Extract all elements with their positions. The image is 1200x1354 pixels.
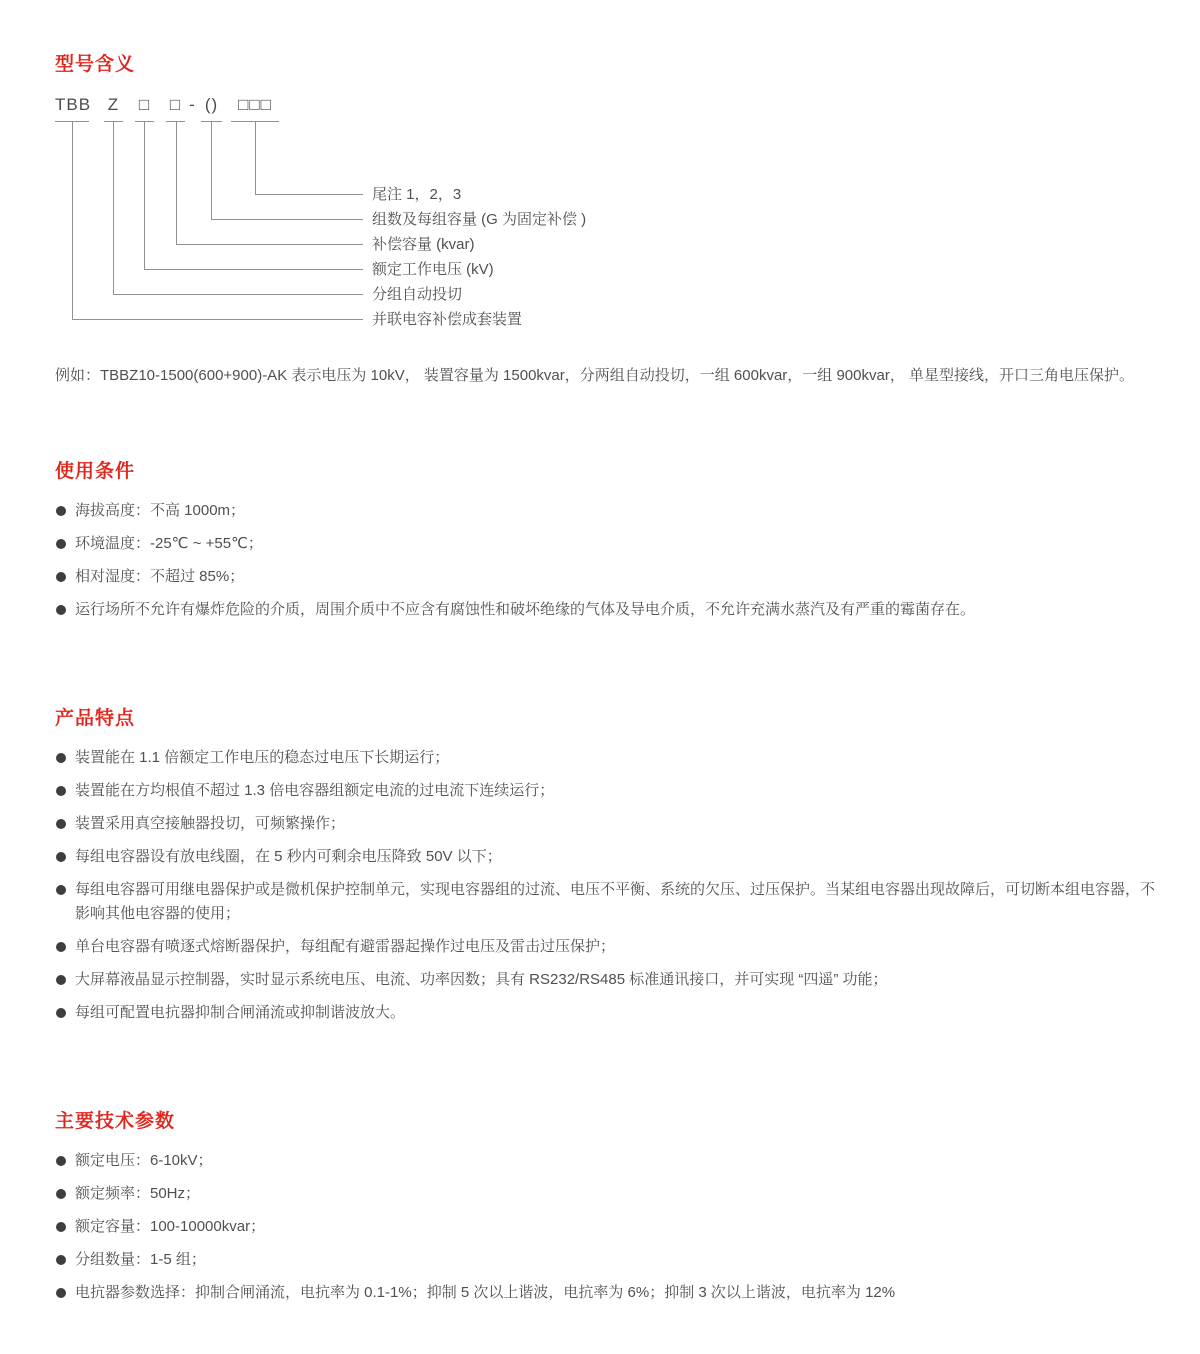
code-segment-dash: - [189, 95, 196, 114]
bullet-dot-icon [56, 753, 66, 763]
list-item-text: 额定电压：6-10kV； [75, 1152, 213, 1169]
diagram-label-voltage: 额定工作电压 (kV) [372, 261, 494, 278]
list-item [55, 565, 1155, 589]
bullet-dot-icon [56, 1288, 66, 1298]
bullet-dot-icon [56, 975, 66, 985]
code-segment-parens: () [201, 94, 222, 122]
diagram-label-capacity: 补偿容量 (kvar) [372, 236, 475, 253]
bullet-dot-icon [56, 942, 66, 952]
diagram-label-suffix: 尾注 1，2，3 [372, 186, 462, 203]
list-item [55, 935, 1155, 959]
list-item [55, 1215, 1155, 1239]
list-item [55, 779, 1155, 803]
list-item [55, 878, 1155, 926]
list-item-text: 环境温度：-25℃ ~ +55℃； [75, 535, 263, 552]
section-title-conditions: 使用条件 [55, 461, 136, 482]
list-item [55, 1001, 1155, 1025]
list-item [55, 1149, 1155, 1173]
list-item-text: 每组电容器可用继电器保护或是微机保护控制单元，实现电容器组的过流、电压不平衡、系统的欠压、过压保护。当某组电容器出现故障后，可切断本组电容器，不影响其他电容器的使用； [75, 881, 1156, 922]
list-item [55, 746, 1155, 770]
list-item-text: 装置能在 1.1 倍额定工作电压的稳态过电压下长期运行； [75, 749, 450, 766]
code-segment-box1: □ [135, 94, 154, 122]
list-item-text: 装置能在方均根值不超过 1.3 倍电容器组额定电流的过电流下连续运行； [75, 782, 555, 799]
code-segment-z: Z [104, 94, 123, 122]
list-item [55, 1281, 1155, 1305]
list-item [55, 812, 1155, 836]
list-item [55, 598, 1155, 622]
list-item-text: 额定频率：50Hz； [75, 1185, 201, 1202]
list-item-text: 相对湿度：不超过 85%； [75, 568, 245, 585]
bullet-dot-icon [56, 539, 66, 549]
code-segment-tbb: TBB [55, 94, 89, 122]
bullet-dot-icon [56, 786, 66, 796]
connector-line-device [72, 122, 363, 320]
bullet-dot-icon [56, 1156, 66, 1166]
section-title-parameters: 主要技术参数 [55, 1111, 176, 1132]
list-item-text: 每组可配置电抗器抑制合闸涌流或抑制谐波放大。 [75, 1004, 406, 1021]
bullet-dot-icon [56, 1008, 66, 1018]
list-item-text: 运行场所不允许有爆炸危险的介质，周围介质中不应含有腐蚀性和破坏绝缘的气体及导电介质，不允许充满水蒸汽及有严重的霉菌存在。 [75, 601, 976, 618]
section-title-features: 产品特点 [55, 708, 136, 729]
diagram-label-switching: 分组自动投切 [372, 286, 463, 303]
diagram-label-device: 并联电容补偿成套装置 [372, 311, 523, 328]
list-item [55, 1182, 1155, 1206]
section-title-model: 型号含义 [55, 54, 136, 75]
list-item-text: 装置采用真空接触器投切，可频繁操作； [75, 815, 346, 832]
bullet-dot-icon [56, 605, 66, 615]
list-item-text: 海拔高度：不高 1000m； [75, 502, 246, 519]
bullet-dot-icon [56, 819, 66, 829]
model-code-diagram [55, 94, 1155, 342]
features-list [55, 746, 1155, 1025]
bullet-dot-icon [56, 885, 66, 895]
bullet-dot-icon [56, 1255, 66, 1265]
conditions-list [55, 499, 1155, 622]
list-item-text: 电抗器参数选择：抑制合闸涌流，电抗率为 0.1-1%；抑制 5 次以上谐波，电抗率为 6%；抑制 3 次以上谐波，电抗率为 12% [75, 1284, 896, 1301]
list-item-text: 大屏幕液晶显示控制器，实时显示系统电压、电流、功率因数；具有 RS232/RS485 标准通讯接口，并可实现 “四遥” 功能； [75, 971, 888, 988]
code-segment-box3: □□□ [231, 94, 279, 122]
list-item [55, 1248, 1155, 1272]
list-item-text: 单台电容器有喷逐式熔断器保护，每组配有避雷器起操作过电压及雷击过压保护； [75, 938, 616, 955]
bullet-dot-icon [56, 852, 66, 862]
diagram-label-groups: 组数及每组容量 (G 为固定补偿 ) [372, 211, 587, 228]
bullet-dot-icon [56, 1189, 66, 1199]
bullet-dot-icon [56, 1222, 66, 1232]
list-item [55, 499, 1155, 523]
list-item-text: 分组数量：1-5 组； [75, 1251, 206, 1268]
model-example-paragraph: 例如：TBBZ10-1500(600+900)-AK 表示电压为 10kV， 装置容量为 1500kvar，分两组自动投切，一组 600kvar，一组 900kvar， 单星型接线，开口三角电压保护。 [55, 367, 1134, 384]
list-item [55, 968, 1155, 992]
bullet-dot-icon [56, 506, 66, 516]
code-segment-box2: □ [166, 94, 185, 122]
list-item-text: 额定容量：100-10000kvar； [75, 1218, 266, 1235]
list-item-text: 每组电容器设有放电线圈，在 5 秒内可剩余电压降致 50V 以下； [75, 848, 502, 865]
list-item [55, 532, 1155, 556]
list-item [55, 845, 1155, 869]
bullet-dot-icon [56, 572, 66, 582]
parameters-list [55, 1149, 1155, 1305]
